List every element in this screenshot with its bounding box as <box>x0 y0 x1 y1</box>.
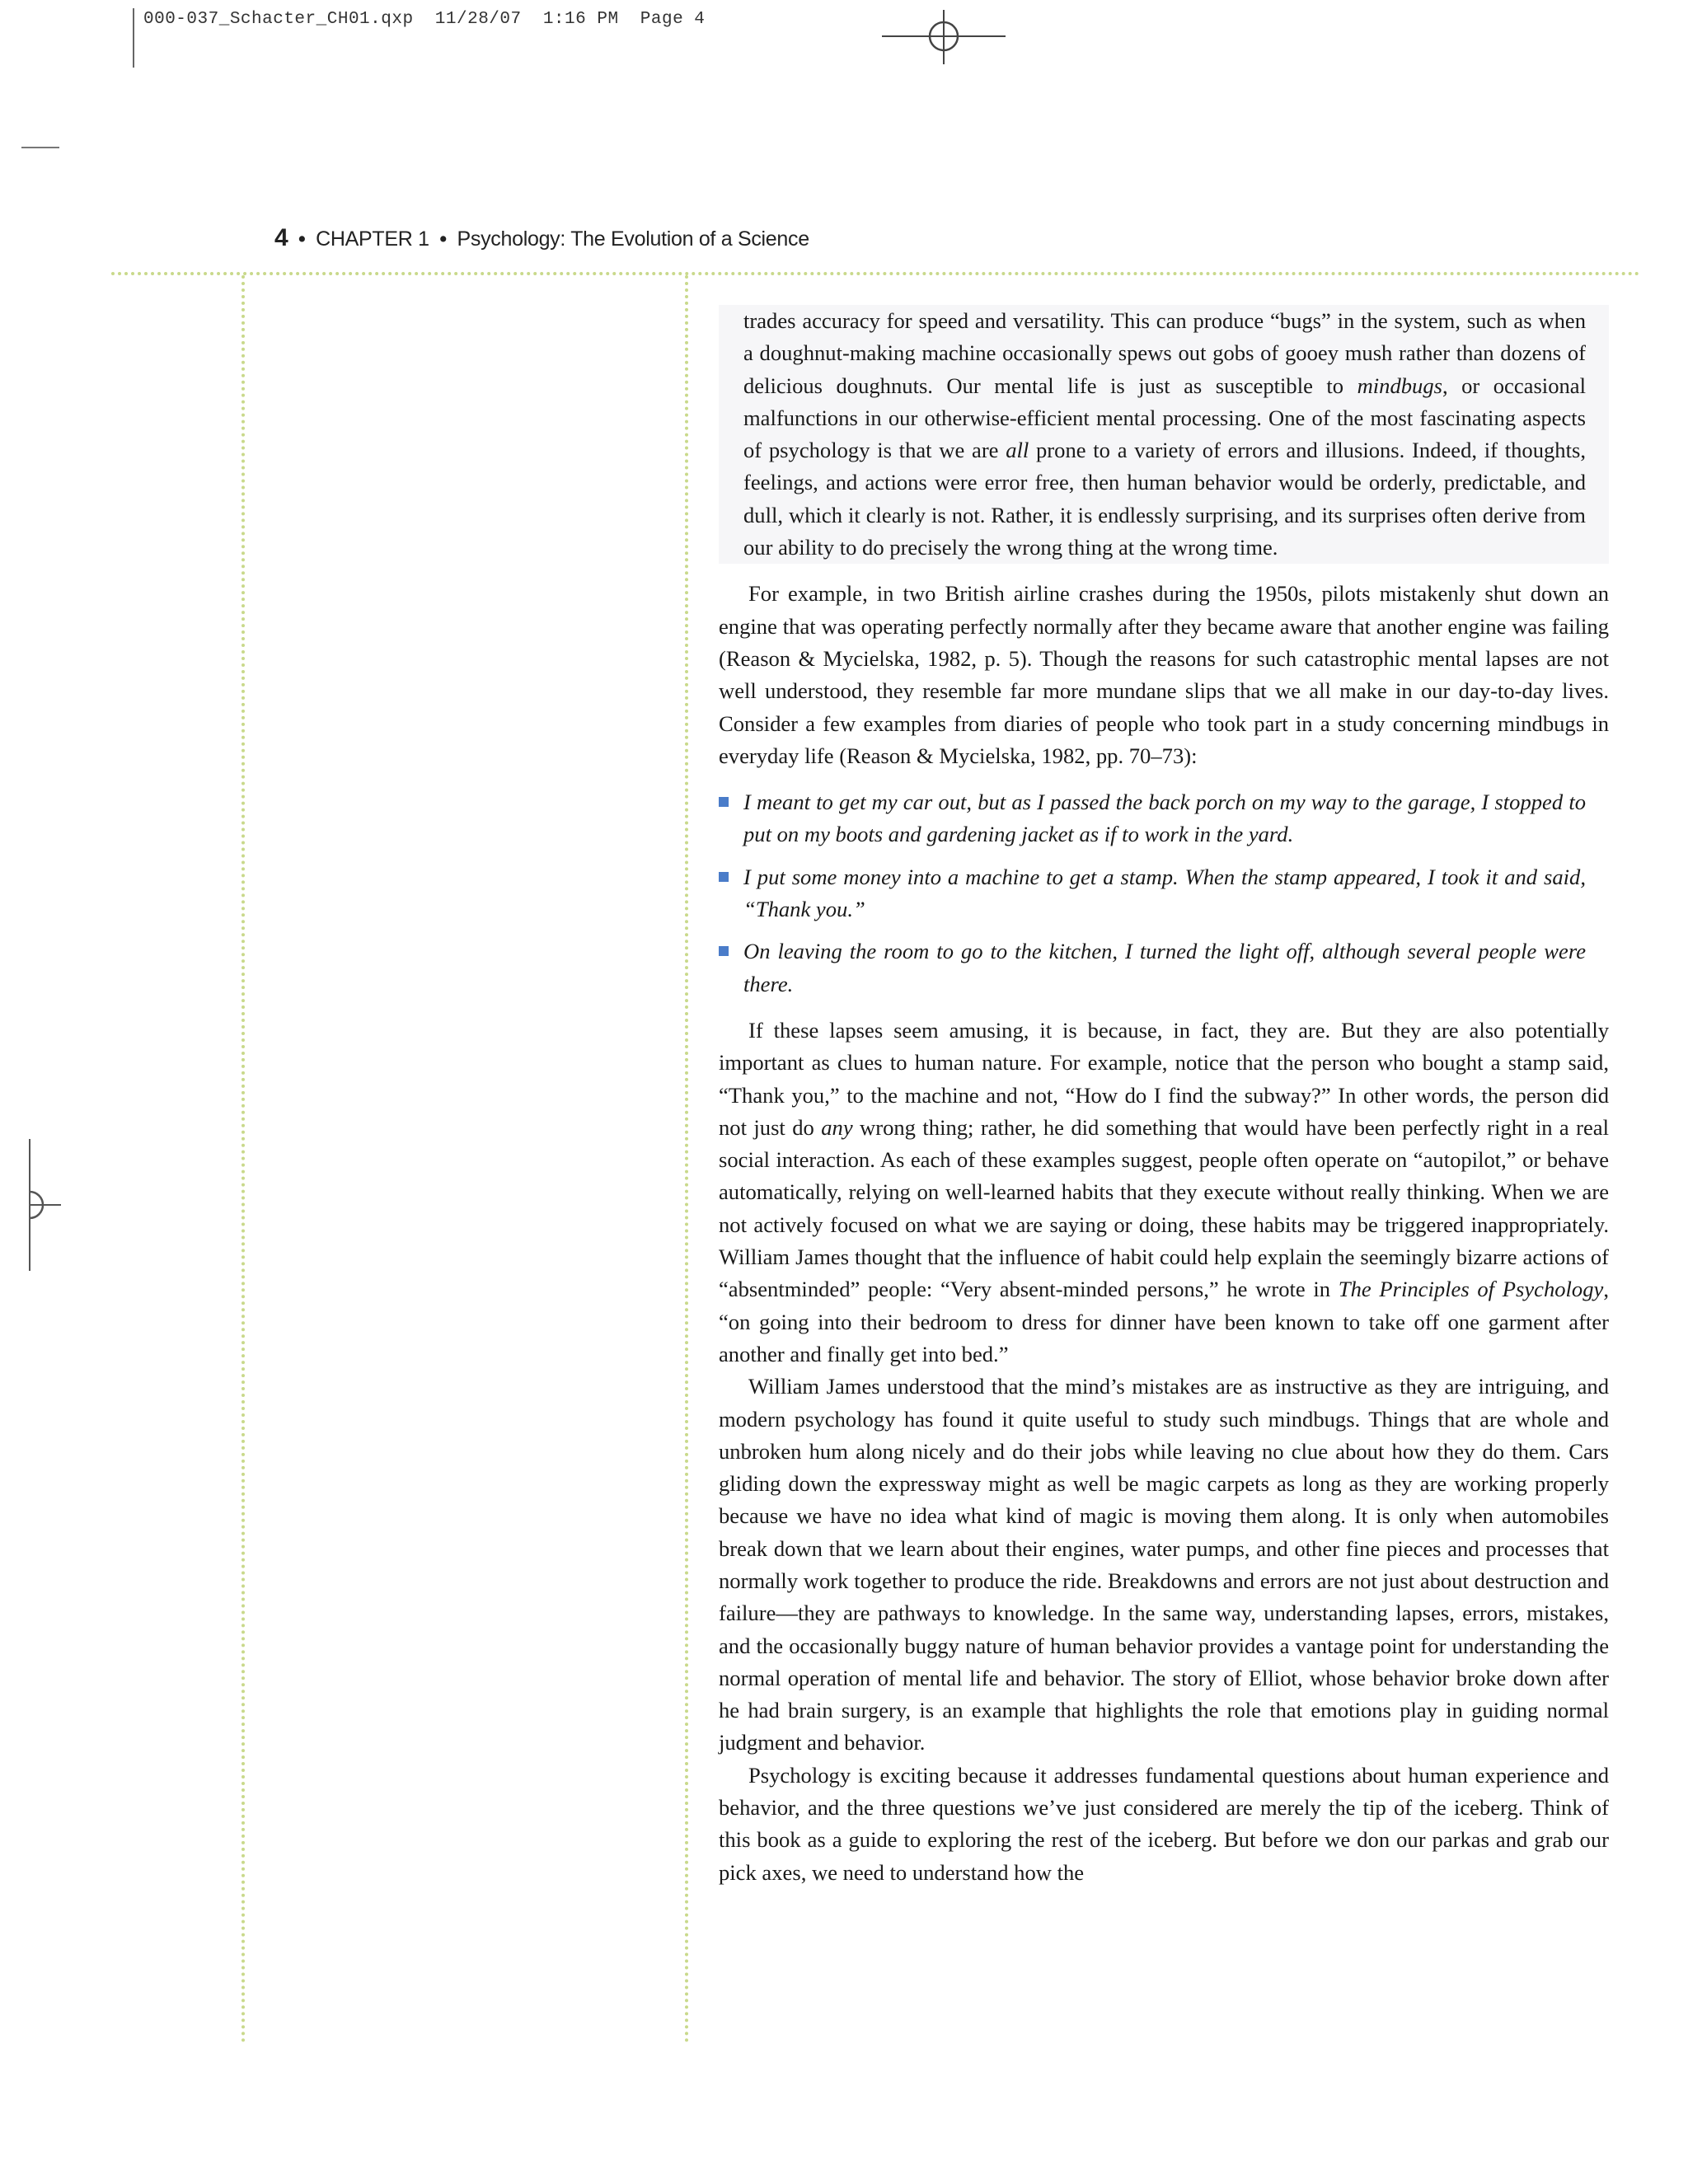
paragraph: trades accuracy for speed and versatility. This can produce “bugs” in the system, such as when a doughnut-making machine occasionally spews out gobs of gooey mush rather than dozens of delicious doughnuts. Our mental life is just as susceptible to mindbugs, or occasional malfunctions in our otherwise-efficient mental processing. One of the most fascinating aspects of psychology is that we are all prone to a variety of errors and illusions. Indeed, if thoughts, feelings, and actions were error free, then human behavior would be orderly, predictable, and dull, which it clearly is not. Rather, it is endlessly surprising, and its surprises often derive from our ability to do precisely the wrong thing at the wrong time. <box>719 305 1609 564</box>
page-bottom-margin <box>0 2042 1688 2184</box>
list-item: On leaving the room to go to the kitchen, I turned the light off, although several people were there. <box>743 935 1586 1001</box>
guide-line-margin-column <box>685 275 688 2044</box>
square-bullet-icon <box>719 797 729 807</box>
paragraph: If these lapses seem amusing, it is because, in fact, they are. But they are also potentially important as clues to human nature. For example, notice that the person who bought a stamp said, “Thank you,” to the machine and not, “How do I find the subway?” In other words, the person did not just do any wrong thing; rather, he did something that would have been perfectly right in a real social interaction. As each of these examples suggest, people often operate on “autopilot,” or behave automatically, relying on well-learned habits that they execute without really thinking. When we are not actively focused on what we are saying or doing, these habits may be triggered inappropriately. William James thought that the influence of habit could help explain the seemingly bizarre actions of “absentminded” people: “Very absent-minded persons,” he wrote in The Principles of Psychology, “on going into their bedroom to dress for dinner have been known to take off one garment after another and finally get into bed.” <box>719 1017 1609 1366</box>
page-number: 4 <box>274 224 288 251</box>
chapter-label: CHAPTER 1 <box>316 227 429 251</box>
guide-line-horizontal <box>111 272 1640 275</box>
crop-mark-horizontal <box>21 147 59 148</box>
registration-mark-icon <box>882 8 1006 66</box>
paragraph: Psychology is exciting because it addresses fundamental questions about human experience and behavior, and the three questions we’ve just considered are merely the tip of the iceberg. Think of this book as a guide to exploring the rest of the iceberg. But before we don our parkas and grab our pick axes, we need to understand how the <box>719 1762 1609 1885</box>
running-head <box>274 224 809 252</box>
slug-filename: 000-037_Schacter_CH01.qxp <box>143 10 414 29</box>
paragraph: For example, in two British airline crashes during the 1950s, pilots mistakenly shut down an engine that was operating perfectly normally after they became aware that another engine was failing (Reason & Mycielska, 1982, p. 5). Though the reasons for such catastrophic mental lapses are not well understood, they resemble far more mundane slips that we all make in our day-to-day lives. Consider a few examples from diaries of people who took part in a study concerning mindbugs in everyday life (Reason & Mycielska, 1982, pp. 70–73): <box>719 581 1609 768</box>
slug-time: 1:16 PM <box>542 10 619 29</box>
print-slug <box>143 10 705 29</box>
slug-page-label: Page 4 <box>640 10 706 29</box>
bullet-separator: • <box>298 227 306 251</box>
square-bullet-icon <box>719 872 729 882</box>
list-item: I meant to get my car out, but as I passed the back porch on my way to the garage, I stopped to put on my boots and gardening jacket as if to work in the yard. <box>743 786 1586 851</box>
bullet-separator: • <box>439 227 447 251</box>
guide-line-margin-left <box>241 275 245 2044</box>
square-bullet-icon <box>719 946 729 956</box>
slug-date: 11/28/07 <box>434 10 522 29</box>
registration-mark-side-icon <box>23 1139 73 1279</box>
list-item: I put some money into a machine to get a stamp. When the stamp appeared, I took it and said, “Thank you.” <box>743 861 1586 926</box>
paragraph: William James understood that the mind’s mistakes are as instructive as they are intriguing, and modern psychology has found it quite useful to study such mindbugs. Things that are whole and unbroken hum along nicely and do their jobs while leaving no clue about how they do them. Cars gliding down the expressway might as well be magic carpets as long as they are working properly because we have no idea what kind of magic is moving them along. It is only when automobiles break down that we learn about their engines, water pumps, and other fine pieces and processes that normally work together to produce the ride. Breakdowns and errors are not just about destruction and failure—they are pathways to knowledge. In the same way, understanding lapses, errors, mistakes, and the occasionally buggy nature of human behavior provides a vantage point for understanding the normal operation of mental life and behavior. The story of Elliot, whose behavior broke down after he had brain surgery, is an example that highlights the role that emotions play in guiding normal judgment and behavior. <box>719 1374 1609 1755</box>
example-list <box>719 786 1609 1001</box>
body-text <box>719 305 1609 1889</box>
crop-mark-vertical <box>133 8 134 68</box>
chapter-title: Psychology: The Evolution of a Science <box>457 227 809 251</box>
